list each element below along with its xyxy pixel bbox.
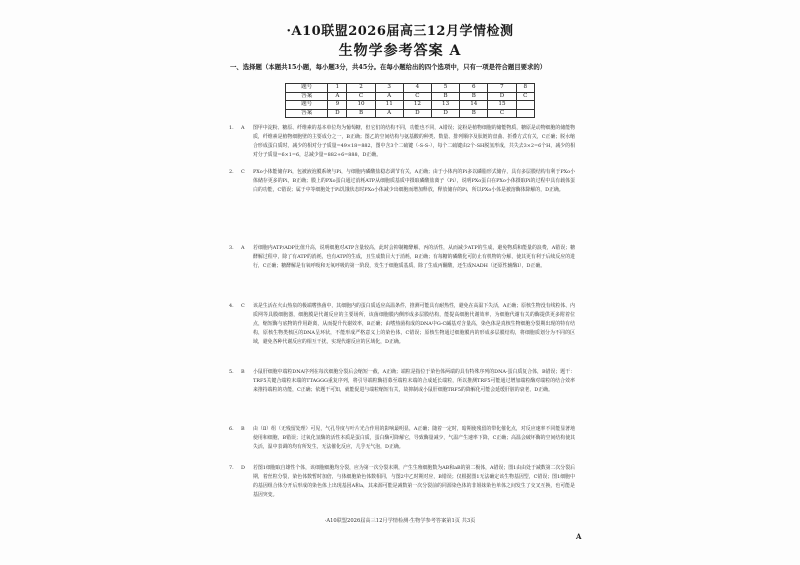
table-cell: 12 — [403, 101, 431, 110]
table-cell: 3 — [375, 84, 403, 93]
table-cell: 答案 — [286, 109, 328, 118]
question-number: 7. — [229, 465, 234, 471]
table-cell: 2 — [347, 84, 375, 93]
question-text: 若细胞内ATP/ADP比值升高，说明细胞对ATP含量较高，此时会抑制糖酵解，丙的活性，从而减少ATP的生成，避免物质和能量的浪费，A错误；糖酵解过程中，除了有ATP的消耗，也有ATP的生成，且生成数目大于消耗，B正确；有每糖的磷酸化可防止有机物的分解，使其更有利于后续反应的进行，C正确；糖酵解是有氧呼吸和无氧呼吸的第一阶段，发生于细胞质基质，除了生成丙酮酸，还生成NADH（还原性辅酶I），D正确。 — [253, 245, 575, 270]
table-row — [286, 101, 535, 110]
table-cell: 题号 — [286, 84, 328, 93]
answer-table — [285, 83, 535, 118]
table-cell: B — [431, 92, 459, 101]
question-text: 若图1细胞取自雄性个体，该细胞细胞均分裂，应为第一次分裂末期，产生生殖细胞数为AB和aB的第二极体，A错误；图1由由处于减数第二次分裂后期，着丝粒分裂，染色体数暂时加倍，与体细胞染色体数相同，与图2中乙时期对应，B错误；仅根据图1无法确定该生物基因型，C错误；图1细胞中的基因组合体分开后形成的染色体上出现基因A和a，其来源可能是减数第一次分裂前的同源染色体的非姐妹染色单体之间发生了交叉互换，也可能是基因突变。 — [253, 465, 575, 499]
question-answer: A — [241, 125, 245, 131]
table-cell — [516, 109, 534, 118]
page-footer: ·A10联盟2026届高三12月学情检测·生物学参考答案第1页 共3页 — [324, 518, 476, 524]
question-answer: C — [241, 303, 245, 309]
table-cell: C — [403, 92, 431, 101]
question-text: 由（Ⅱ）组（无残留处理）可见，气孔导度与叶片光合作用的影响最明显，A正确；随着一定时，暗期使残留的带化催化点，对反应速率不同能显著地使用和细胞，B错误；过氧化氢酶的活性本质是蛋白质，蛋白酶可降解它，导致酶量减少，气温产生速率下降，C正确；高温会破坏酶的空间结构使其失活，温中表调的均有所发生，无法催化反应，几乎无气泡，D正确。 — [253, 426, 575, 451]
table-cell: 答案 — [286, 92, 328, 101]
table-cell: 4 — [403, 84, 431, 93]
question-answer: B — [241, 426, 245, 432]
question-answer: B — [241, 369, 245, 375]
question-number: 3. — [229, 245, 234, 251]
table-cell — [516, 101, 534, 110]
table-cell: 14 — [460, 101, 488, 110]
table-cell: D — [328, 109, 347, 118]
table-cell: 1 — [328, 84, 347, 93]
question-explanation — [229, 302, 575, 366]
table-cell: 15 — [488, 101, 516, 110]
question-explanation — [229, 244, 575, 300]
table-cell: C — [488, 109, 516, 118]
question-text: 图甲中淀粉、糖原、纤维素的基本单位均为葡萄糖，但它们的结构不同，功能也不同，A错误；淀粉是植物细胞的储能物质，糖原是动物细胞的储能物质，纤维素是植物细胞壁的主要成分之一，B正确；图乙的空间结构与氨基酸的种类、数量、排列顺序及肽链的盘曲、折叠方式有关，C正确；脱水缩合形成蛋白质时，减少的相对分子质量=49×18=882，图中含3个二硫键（-S-S-），每个二硫键由2个-SH脱氢形成，共失去3×2=6个H，减少的相对分子质量=6×1=6，总减少量=882+6=888，D正确。 — [253, 125, 575, 159]
question-answer: D — [241, 465, 245, 471]
table-cell: D — [488, 92, 516, 101]
table-row — [286, 84, 535, 93]
question-number: 5. — [229, 369, 234, 375]
question-text: PXo小体能储存Pi，包被液泡膜系统与Pi，与细胞内磷酸盐稳态调节有关，A正确；由于小体内的Pi多以磷脂形式储存，具有多层膜结构有利于PXo小体储存更多的Pi，B正确；膜上的PXo蛋白通过消耗ATP从细胞质基质中摄取磷酸盐离子（Pi），说明PXo蛋白在PXo小体摄取Pi的过程中具有载体蛋白的功能，C错误；属于中等细胞处于Pi饥饿状态时PXo小体减少出细胞而增加释放，释放储存的Pi，所以PXo小体是被溶酶体降解的，D正确。 — [253, 169, 575, 194]
answer-key-subtitle: 生物学参考答案 A — [338, 43, 462, 59]
exam-title: ·A10联盟2026届高三12月学情检测 — [286, 24, 514, 39]
question-text: 该是生活在火山热泉的极端嗜热菌中，其细胞内的蛋白质适应高温条件，推测可能具有耐热性，避免在高温下失活，A正确；原核生物没有线粒体、内质网等具膜细胞器，细胞膜是代谢反应的主要场所，该菌细胞膜内侧形成多层膜结构，能提高细胞代谢效率，为细胞代谢有关的酶提供更多附着位点，缩短酶与底物的作用距离，从而提升代谢效率，B正确；由嗜热菌构成的DNA中G-C碱基对含量高，染色体是真核生物细胞分裂期出现的特有结构，原核生物类核区的DNA呈环状，不能形成严格意义上的染色体，C错误；原核生物通过细胞膜内的形成多层膜结构，将细胞质划分为不同的区域，避免各种代谢反应的相互干扰，实现代谢反应的区域化，D正确。 — [253, 303, 575, 346]
question-number: 2. — [229, 169, 234, 175]
table-cell: 8 — [516, 84, 534, 93]
table-cell: 11 — [375, 101, 403, 110]
table-row — [286, 92, 535, 101]
table-cell: D — [431, 109, 459, 118]
table-cell: 7 — [488, 84, 516, 93]
question-answer: A — [241, 245, 245, 251]
table-cell: A — [375, 109, 403, 118]
table-cell: B — [347, 109, 375, 118]
table-cell: A — [328, 92, 347, 101]
question-number: 1. — [229, 125, 234, 131]
question-explanation — [229, 168, 575, 242]
table-cell: 10 — [347, 101, 375, 110]
table-cell: A — [375, 92, 403, 101]
corner-mark: A — [576, 532, 582, 541]
table-cell: 9 — [328, 101, 347, 110]
question-text: 小鼠肝细胞中端粒DNA序列在每次细胞分裂后会缩短一截，A正确；端粒是指位于染色体两端的具有特殊序列的DNA-蛋白质复合体，B错误；题干：TRF5关键合端粒末端的TTAGGG重复序列，将引导端粒酶招募至端粒末端的合成延长端粒，所以推测TRF5可能通过增加端粒酶对端粒的结合效率来推持端粒的功能，C正确；依题干可知，就能促进与端粒缩短有关，故抑制或小鼠肝细胞TRF5的降解化可能会延缓肝脏的衰老，D正确。 — [253, 369, 575, 394]
section-heading: 一、选择题（本题共15小题，每小题3分，共45分。在每小题给出的四个选项中，只有一项是符合题目要求的） — [230, 63, 547, 71]
table-cell: 5 — [431, 84, 459, 93]
question-number: 6. — [229, 426, 234, 432]
table-row — [286, 109, 535, 118]
table-cell: B — [460, 109, 488, 118]
table-cell: D — [403, 109, 431, 118]
table-cell: 6 — [460, 84, 488, 93]
table-cell: C — [516, 92, 534, 101]
table-cell: C — [347, 92, 375, 101]
question-number: 4. — [229, 303, 234, 309]
question-explanation — [229, 425, 575, 462]
table-cell: 13 — [431, 101, 459, 110]
question-explanation — [229, 464, 575, 510]
table-cell: 题号 — [286, 101, 328, 110]
table-cell: B — [460, 92, 488, 101]
question-explanation — [229, 124, 575, 162]
question-answer: C — [241, 169, 245, 175]
question-explanation — [229, 368, 575, 423]
